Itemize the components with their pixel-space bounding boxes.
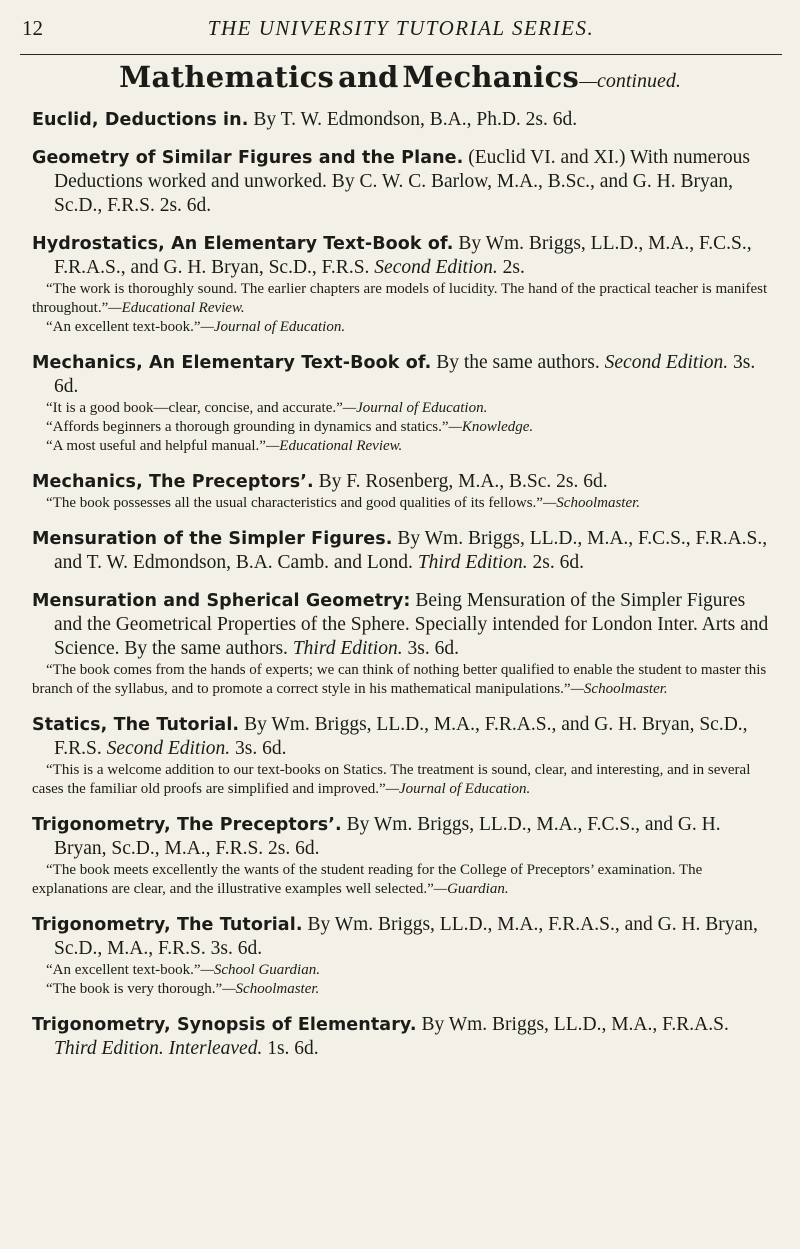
book-title: Mensuration of the Simpler Figures. [32,529,393,549]
book-listing [32,589,774,661]
book-details: By Wm. Briggs, LL.D., M.A., F.R.A.S., and G. H. Bryan, Sc.D., F.R.S. [54,714,748,759]
section-title-mechanics: Mechanics [402,60,580,94]
book-listing [32,1013,774,1061]
review-source: —Schoolmaster. [570,681,668,697]
book-entry [32,470,774,513]
review-quote [32,961,774,980]
book-title: Hydrostatics, An Elementary Text-Book of. [32,234,454,254]
book-price: 3s. 6d. [235,738,287,759]
book-details: By F. Rosenberg, M.A., B.Sc. 2s. 6d. [318,471,608,492]
review-source: —Guardian. [433,881,509,897]
book-details: By Wm. Briggs, LL.D., M.A., F.C.S., F.R.A.S., and G. H. Bryan, Sc.D., F.R.S. [54,233,752,278]
review-source: —School Guardian. [200,962,320,978]
review-quote [32,399,774,418]
review-quote [32,494,774,513]
book-listing [32,351,774,399]
book-details: By Wm. Briggs, LL.D., M.A., F.R.A.S. [421,1014,729,1035]
book-details: By Wm. Briggs, LL.D., M.A., F.C.S., F.R.A.S., and T. W. Edmondson, B.A. Camb. and Lond. [54,528,768,573]
review-source: —Schoolmaster. [542,495,641,511]
book-edition: Second Edition. [604,352,729,373]
book-entry [32,527,774,575]
review-quote [32,661,774,699]
book-price: 3s. 6d. [407,638,459,659]
book-listing [32,913,774,961]
book-listing [32,146,774,218]
section-title-and: and [338,60,399,94]
book-title: Trigonometry, The Tutorial. [32,915,303,935]
book-title: Statics, The Tutorial. [32,715,240,735]
review-text: “The book meets excellently the wants of the student reading for the College of Preceptors’ examination. The explanations are clear, and the illustrative examples well selected.” [32,862,703,897]
review-quote [32,418,774,437]
section-heading [0,60,800,94]
book-title: Mensuration and Spherical Geometry: [32,591,411,611]
review-text: “An excellent text-book.” [46,319,201,335]
book-title: Trigonometry, The Preceptors’. [32,815,342,835]
review-source: —Journal of Education. [200,319,346,335]
book-details: By T. W. Edmondson, B.A., Ph.D. 2s. 6d. [253,109,578,130]
book-edition: Second Edition. [374,257,498,278]
book-title: Geometry of Similar Figures and the Plane. [32,148,464,168]
review-text: “An excellent text-book.” [46,962,201,978]
book-entry [32,351,774,456]
running-title: THE UNIVERSITY TUTORIAL SERIES. [207,16,595,40]
book-price: 2s. [502,257,525,278]
review-source: —Journal of Education. [385,781,531,797]
book-entry [32,713,774,799]
book-listing [32,108,774,132]
review-source: —Knowledge. [448,419,534,435]
review-text: “The book comes from the hands of experts; we can think of nothing better qualified to enable the student to master this branch of the syllabus, and to promote a correct style in his mathematical manipulations.” [32,662,767,697]
section-title-mathematics: Mathematics [119,60,335,94]
book-price: 1s. 6d. [267,1038,319,1059]
review-source: —Journal of Education. [342,400,488,416]
book-entry [32,813,774,899]
book-listing [32,813,774,861]
review-text: “A most useful and helpful manual.” [46,438,266,454]
book-price: 2s. 6d. [532,552,584,573]
book-entry [32,913,774,999]
review-source: —Schoolmaster. [222,981,320,997]
book-listing [32,470,774,494]
review-quote [32,761,774,799]
book-edition: Third Edition. Interleaved. [54,1038,263,1059]
book-entry [32,1013,774,1061]
book-listing [32,232,774,280]
book-edition: Third Edition. [417,552,528,573]
book-details: By Wm. Briggs, LL.D., M.A., F.C.S., and G. H. Bryan, Sc.D., M.A., F.R.S. 2s. 6d. [54,814,721,859]
book-entry [32,232,774,337]
review-text: “This is a welcome addition to our text-books on Statics. The treatment is sound, clear, and interesting, and in several cases the familiar old proofs are simplified and improved.” [32,762,751,797]
review-quote [32,437,774,456]
book-entry [32,589,774,699]
book-edition: Second Edition. [106,738,231,759]
book-listing [32,527,774,575]
review-source: —Educational Review. [108,300,245,316]
book-title: Trigonometry, Synopsis of Elementary. [32,1015,417,1035]
book-entry [32,108,774,132]
review-quote [32,318,774,337]
review-quote [32,980,774,999]
review-text: “Affords beginners a thorough grounding in dynamics and statics.” [46,419,449,435]
review-text: “The book is very thorough.” [46,981,223,997]
book-price: 3s. 6d. [54,352,756,397]
review-quote [32,861,774,899]
book-list [32,108,774,1075]
book-entry [32,146,774,218]
book-details: By the same authors. [436,352,600,373]
book-listing [32,713,774,761]
book-title: Mechanics, The Preceptors’. [32,472,314,492]
book-details: (Euclid VI. and XI.) With numerous Deductions worked and unworked. By C. W. C. Barlow, M.A., B.Sc., and G. H. Bryan, Sc.D., F.R.S. 2s. 6d. [54,147,750,216]
book-details: By Wm. Briggs, LL.D., M.A., F.R.A.S., and G. H. Bryan, Sc.D., M.A., F.R.S. 3s. 6d. [54,914,758,959]
review-source: —Educational Review. [265,438,403,454]
review-text: “The book possesses all the usual characteristics and good qualities of its fellows.” [46,495,543,511]
book-title: Euclid, Deductions in. [32,110,249,130]
review-text: “The work is thoroughly sound. The earlier chapters are models of lucidity. The hand of the practical teacher is manifest throughout.” [32,281,768,316]
page-header [20,14,782,55]
section-continued: —continued. [579,70,681,92]
review-text: “It is a good book—clear, concise, and accurate.” [46,400,343,416]
review-quote [32,280,774,318]
book-details: Being Mensuration of the Simpler Figures and the Geometrical Properties of the Sphere. Specially intended for London Inter. Arts and Science. By the same authors. [54,590,769,659]
book-title: Mechanics, An Elementary Text-Book of. [32,353,432,373]
book-edition: Third Edition. [292,638,403,659]
page-number: 12 [22,16,43,40]
